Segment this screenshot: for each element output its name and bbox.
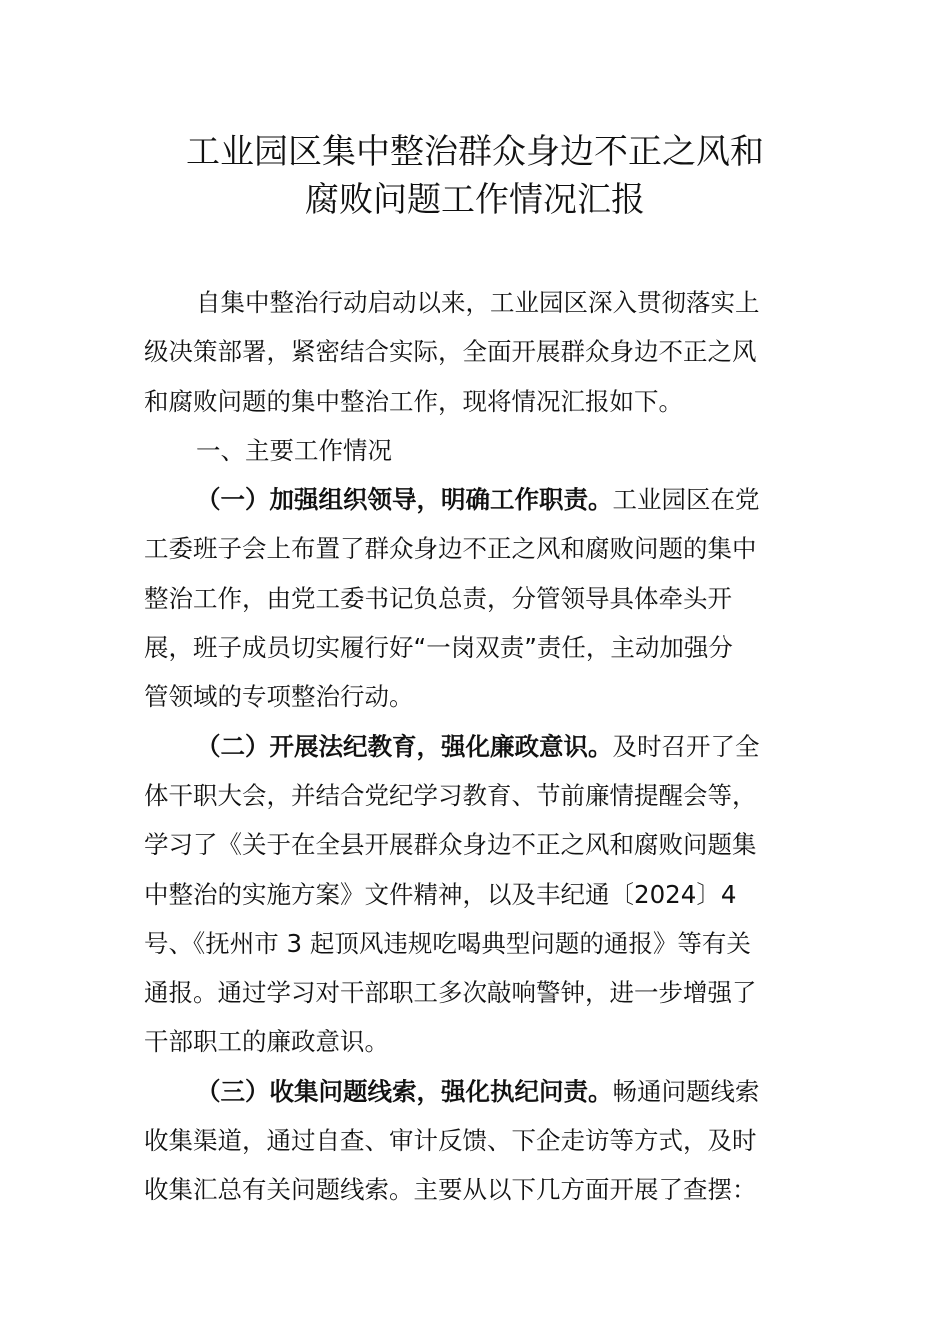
line-text: 展，班子成员切实履行好“一岗双责”责任，主动加强分	[144, 633, 733, 663]
paragraph-line	[144, 771, 808, 820]
paragraph-line	[144, 672, 808, 721]
line-text: 自集中整治行动启动以来，工业园区深入贯彻落实上	[196, 288, 760, 317]
document-title-line-2: 腐败问题工作情况汇报	[305, 180, 645, 220]
paragraph-line	[144, 820, 808, 869]
line-text: 中整治的实施方案》文件精神，以及丰纪通〔2024〕4	[144, 879, 737, 909]
line-text: 体干职大会，并结合党纪学习教育、节前廉情提醒会等，	[144, 780, 757, 810]
line-text: 整治工作，由党工委书记负总责，分管领导具体牵头开	[144, 583, 732, 613]
section-heading: （一）加强组织领导，明确工作职责。	[196, 485, 613, 515]
line-text: 及时召开了全	[612, 731, 760, 761]
paragraph-line	[144, 1067, 808, 1116]
line-text: 畅通问题线索	[612, 1076, 760, 1106]
line-text: 管领域的专项整治行动。	[144, 682, 414, 712]
paragraph-line	[144, 1165, 808, 1214]
paragraph-line	[144, 1017, 808, 1066]
paragraph-line	[144, 1116, 808, 1165]
line-text: 级决策部署，紧密结合实际，全面开展群众身边不正之风	[144, 337, 757, 367]
paragraph-line	[144, 278, 808, 327]
paragraph-line	[144, 968, 808, 1017]
line-text: 和腐败问题的集中整治工作，现将情况汇报如下。	[144, 386, 683, 416]
line-text: 收集渠道，通过自查、审计反馈、下企走访等方式，及时	[144, 1126, 757, 1156]
document-body	[144, 278, 808, 1215]
line-text: 通报。通过学习对干部职工多次敲响警钟，进一步增强了	[144, 978, 757, 1008]
paragraph-line	[144, 327, 808, 376]
paragraph-line	[144, 426, 808, 475]
section-heading: （三）收集问题线索，强化执纪问责。	[196, 1076, 613, 1106]
paragraph-line	[144, 524, 808, 573]
paragraph-line	[144, 623, 808, 672]
paragraph-line	[144, 574, 808, 623]
line-text: 号、《抚州市 3 起顶风违规吃喝典型问题的通报》等有关	[144, 928, 751, 958]
paragraph-line	[144, 870, 808, 919]
paragraph-line	[144, 919, 808, 968]
document-title-line-1: 工业园区集中整治群众身边不正之风和	[186, 132, 764, 172]
line-text: 收集汇总有关问题线索。主要从以下几方面开展了查摆：	[144, 1175, 757, 1205]
line-text: 干部职工的廉政意识。	[144, 1027, 389, 1057]
line-text: 学习了《关于在全县开展群众身边不正之风和腐败问题集	[144, 830, 757, 860]
paragraph-line	[144, 722, 808, 771]
paragraph-line	[144, 475, 808, 524]
line-text: 工委班子会上布置了群众身边不正之风和腐败问题的集中	[144, 534, 757, 564]
section-heading: （二）开展法纪教育，强化廉政意识。	[196, 731, 613, 761]
paragraph-line	[144, 377, 808, 426]
line-text: 工业园区在党	[612, 485, 760, 515]
line-text: 一、主要工作情况	[196, 435, 392, 465]
